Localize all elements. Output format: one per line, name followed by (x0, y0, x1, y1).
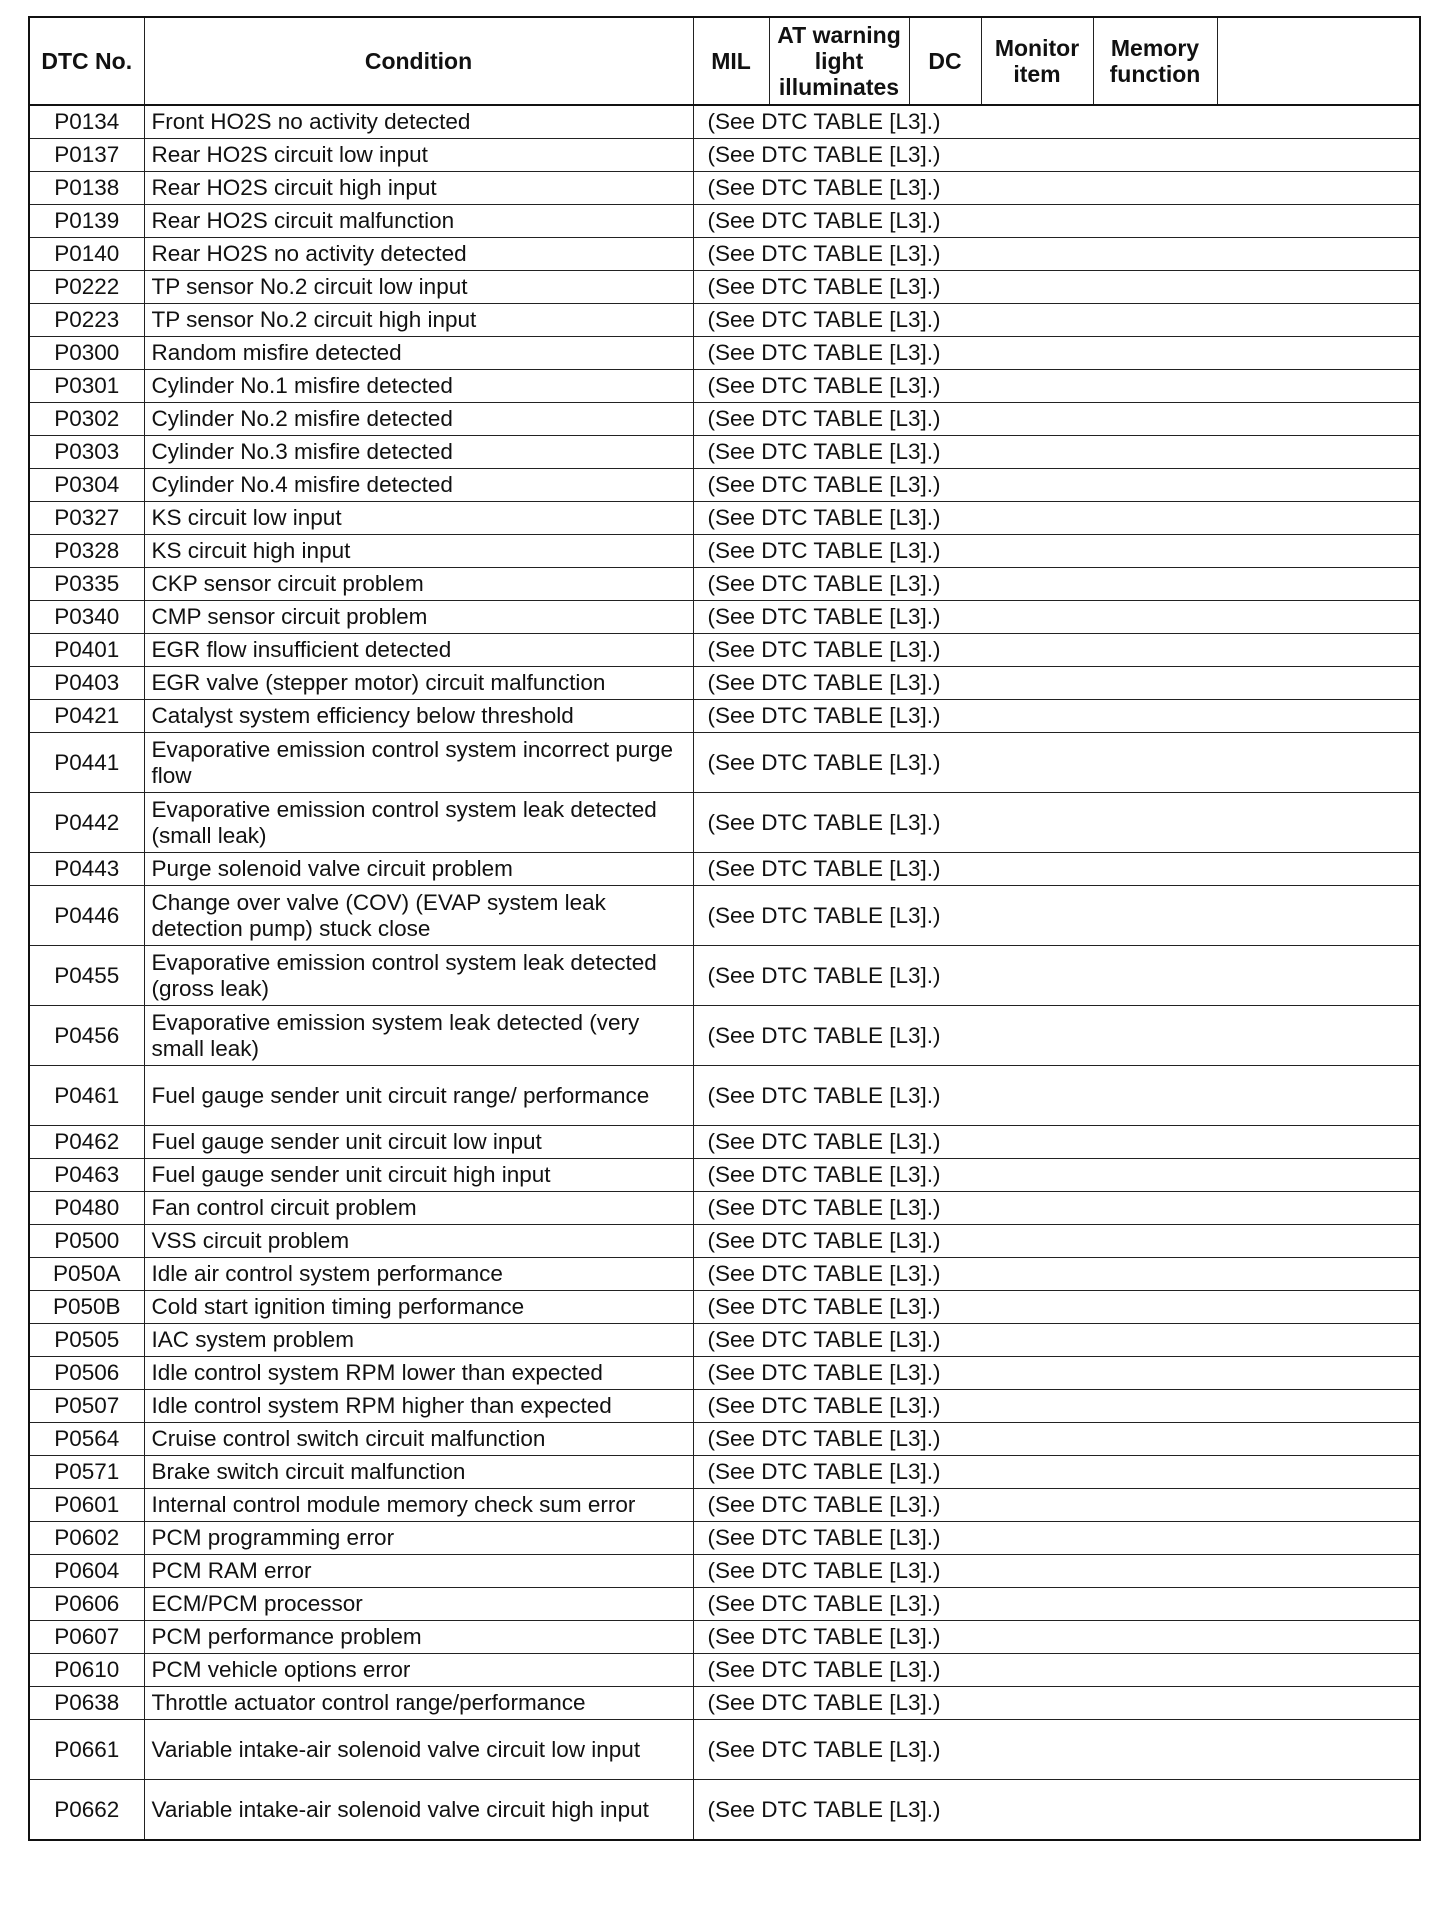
dtc-condition: Brake switch circuit malfunction (144, 1456, 693, 1489)
table-row (29, 337, 1420, 370)
table-row (29, 535, 1420, 568)
dtc-code: P0602 (29, 1522, 144, 1555)
table-row (29, 1621, 1420, 1654)
table-row (29, 304, 1420, 337)
header-condition: Condition (144, 17, 693, 105)
dtc-table-reference: (See DTC TABLE [L3].) (693, 1423, 1217, 1456)
dtc-table-reference: (See DTC TABLE [L3].) (693, 271, 1217, 304)
empty-cell (1217, 403, 1420, 436)
dtc-condition: Throttle actuator control range/performance (144, 1687, 693, 1720)
dtc-table-reference: (See DTC TABLE [L3].) (693, 1522, 1217, 1555)
table-row (29, 502, 1420, 535)
dtc-code: P0140 (29, 238, 144, 271)
dtc-condition: Purge solenoid valve circuit problem (144, 853, 693, 886)
dtc-table-reference: (See DTC TABLE [L3].) (693, 370, 1217, 403)
header-dc: DC (909, 17, 981, 105)
header-row (29, 17, 1420, 105)
header-dtc-no: DTC No. (29, 17, 144, 105)
dtc-table-reference: (See DTC TABLE [L3].) (693, 1687, 1217, 1720)
table-row (29, 403, 1420, 436)
dtc-condition: CKP sensor circuit problem (144, 568, 693, 601)
dtc-code: P0606 (29, 1588, 144, 1621)
dtc-code: P0506 (29, 1357, 144, 1390)
dtc-code: P0661 (29, 1720, 144, 1780)
dtc-table-reference: (See DTC TABLE [L3].) (693, 502, 1217, 535)
dtc-code: P0302 (29, 403, 144, 436)
table-row (29, 139, 1420, 172)
empty-cell (1217, 733, 1420, 793)
table-row (29, 1720, 1420, 1780)
empty-cell (1217, 667, 1420, 700)
table-row (29, 436, 1420, 469)
dtc-condition: KS circuit high input (144, 535, 693, 568)
dtc-code: P0335 (29, 568, 144, 601)
table-row (29, 1687, 1420, 1720)
empty-cell (1217, 1423, 1420, 1456)
dtc-table-reference: (See DTC TABLE [L3].) (693, 337, 1217, 370)
empty-cell (1217, 1390, 1420, 1423)
empty-cell (1217, 793, 1420, 853)
header-extra (1217, 17, 1420, 105)
table-row (29, 172, 1420, 205)
dtc-condition: Rear HO2S circuit low input (144, 139, 693, 172)
dtc-condition: Cruise control switch circuit malfunction (144, 1423, 693, 1456)
dtc-code: P0461 (29, 1066, 144, 1126)
dtc-condition: Cylinder No.1 misfire detected (144, 370, 693, 403)
dtc-condition: Cylinder No.2 misfire detected (144, 403, 693, 436)
dtc-condition: EGR flow insufficient detected (144, 634, 693, 667)
dtc-table-reference: (See DTC TABLE [L3].) (693, 535, 1217, 568)
empty-cell (1217, 1225, 1420, 1258)
empty-cell (1217, 1066, 1420, 1126)
empty-cell (1217, 568, 1420, 601)
dtc-table-page (28, 16, 1419, 1841)
dtc-condition: Internal control module memory check sum error (144, 1489, 693, 1522)
dtc-condition: Evaporative emission control system incorrect purge flow (144, 733, 693, 793)
dtc-table-reference: (See DTC TABLE [L3].) (693, 634, 1217, 667)
table-row (29, 238, 1420, 271)
empty-cell (1217, 337, 1420, 370)
dtc-code: P0441 (29, 733, 144, 793)
dtc-table-reference: (See DTC TABLE [L3].) (693, 205, 1217, 238)
dtc-code: P0610 (29, 1654, 144, 1687)
dtc-condition: Rear HO2S circuit malfunction (144, 205, 693, 238)
dtc-condition: Random misfire detected (144, 337, 693, 370)
table-row (29, 205, 1420, 238)
table-row (29, 1258, 1420, 1291)
table-row (29, 1066, 1420, 1126)
empty-cell (1217, 1159, 1420, 1192)
dtc-table-reference: (See DTC TABLE [L3].) (693, 1258, 1217, 1291)
empty-cell (1217, 1357, 1420, 1390)
empty-cell (1217, 370, 1420, 403)
empty-cell (1217, 271, 1420, 304)
dtc-table-reference: (See DTC TABLE [L3].) (693, 1126, 1217, 1159)
table-row (29, 1423, 1420, 1456)
dtc-condition: Front HO2S no activity detected (144, 105, 693, 139)
dtc-code: P0604 (29, 1555, 144, 1588)
empty-cell (1217, 1588, 1420, 1621)
dtc-code: P0223 (29, 304, 144, 337)
dtc-condition: CMP sensor circuit problem (144, 601, 693, 634)
dtc-table-reference: (See DTC TABLE [L3].) (693, 700, 1217, 733)
table-row (29, 1456, 1420, 1489)
dtc-table-reference: (See DTC TABLE [L3].) (693, 1588, 1217, 1621)
table-row (29, 667, 1420, 700)
dtc-table-reference: (See DTC TABLE [L3].) (693, 436, 1217, 469)
dtc-code: P0507 (29, 1390, 144, 1423)
dtc-condition: Cylinder No.3 misfire detected (144, 436, 693, 469)
table-row (29, 469, 1420, 502)
table-row (29, 1291, 1420, 1324)
dtc-condition: Fuel gauge sender unit circuit range/ performance (144, 1066, 693, 1126)
dtc-table-reference: (See DTC TABLE [L3].) (693, 886, 1217, 946)
table-row (29, 1489, 1420, 1522)
empty-cell (1217, 1324, 1420, 1357)
empty-cell (1217, 535, 1420, 568)
dtc-code: P0304 (29, 469, 144, 502)
empty-cell (1217, 1192, 1420, 1225)
table-row (29, 700, 1420, 733)
table-row (29, 1159, 1420, 1192)
dtc-table-reference: (See DTC TABLE [L3].) (693, 1654, 1217, 1687)
table-row (29, 634, 1420, 667)
dtc-code: P0139 (29, 205, 144, 238)
dtc-code: P0505 (29, 1324, 144, 1357)
table-row (29, 1225, 1420, 1258)
empty-cell (1217, 1621, 1420, 1654)
dtc-condition: VSS circuit problem (144, 1225, 693, 1258)
empty-cell (1217, 853, 1420, 886)
dtc-condition: Idle air control system performance (144, 1258, 693, 1291)
dtc-condition: Evaporative emission control system leak detected (gross leak) (144, 946, 693, 1006)
dtc-table-reference: (See DTC TABLE [L3].) (693, 1621, 1217, 1654)
table-row (29, 1390, 1420, 1423)
empty-cell (1217, 1258, 1420, 1291)
empty-cell (1217, 1126, 1420, 1159)
dtc-condition: TP sensor No.2 circuit high input (144, 304, 693, 337)
dtc-condition: Fuel gauge sender unit circuit high input (144, 1159, 693, 1192)
dtc-code: P0134 (29, 105, 144, 139)
table-row (29, 601, 1420, 634)
empty-cell (1217, 105, 1420, 139)
empty-cell (1217, 436, 1420, 469)
table-row (29, 271, 1420, 304)
dtc-condition: Rear HO2S circuit high input (144, 172, 693, 205)
table-row (29, 1006, 1420, 1066)
dtc-condition: PCM performance problem (144, 1621, 693, 1654)
dtc-table-reference: (See DTC TABLE [L3].) (693, 304, 1217, 337)
empty-cell (1217, 1720, 1420, 1780)
dtc-code: P0455 (29, 946, 144, 1006)
header-memory-function: Memory function (1093, 17, 1217, 105)
dtc-table-reference: (See DTC TABLE [L3].) (693, 733, 1217, 793)
empty-cell (1217, 502, 1420, 535)
table-row (29, 853, 1420, 886)
dtc-table-reference: (See DTC TABLE [L3].) (693, 469, 1217, 502)
table-row (29, 370, 1420, 403)
empty-cell (1217, 1489, 1420, 1522)
empty-cell (1217, 469, 1420, 502)
empty-cell (1217, 1780, 1420, 1841)
dtc-table-reference: (See DTC TABLE [L3].) (693, 1192, 1217, 1225)
dtc-condition: Rear HO2S no activity detected (144, 238, 693, 271)
dtc-condition: Evaporative emission control system leak detected (small leak) (144, 793, 693, 853)
dtc-code: P0442 (29, 793, 144, 853)
dtc-table-reference: (See DTC TABLE [L3].) (693, 853, 1217, 886)
table-row (29, 105, 1420, 139)
dtc-code: P0607 (29, 1621, 144, 1654)
dtc-condition: Evaporative emission system leak detected (very small leak) (144, 1006, 693, 1066)
empty-cell (1217, 1456, 1420, 1489)
dtc-table-reference: (See DTC TABLE [L3].) (693, 793, 1217, 853)
dtc-table-reference: (See DTC TABLE [L3].) (693, 1357, 1217, 1390)
empty-cell (1217, 172, 1420, 205)
dtc-table-reference: (See DTC TABLE [L3].) (693, 1006, 1217, 1066)
dtc-table-body (29, 105, 1420, 1840)
dtc-code: P0327 (29, 502, 144, 535)
table-row (29, 1588, 1420, 1621)
dtc-table-reference: (See DTC TABLE [L3].) (693, 1780, 1217, 1841)
dtc-code: P050B (29, 1291, 144, 1324)
table-row (29, 1324, 1420, 1357)
dtc-code: P0222 (29, 271, 144, 304)
dtc-table (28, 16, 1421, 1841)
dtc-condition: Cold start ignition timing performance (144, 1291, 693, 1324)
dtc-code: P0300 (29, 337, 144, 370)
table-row (29, 733, 1420, 793)
dtc-code: P0303 (29, 436, 144, 469)
empty-cell (1217, 634, 1420, 667)
dtc-condition: IAC system problem (144, 1324, 693, 1357)
empty-cell (1217, 700, 1420, 733)
dtc-condition: ECM/PCM processor (144, 1588, 693, 1621)
empty-cell (1217, 1555, 1420, 1588)
dtc-table-reference: (See DTC TABLE [L3].) (693, 1159, 1217, 1192)
dtc-code: P0301 (29, 370, 144, 403)
dtc-table-reference: (See DTC TABLE [L3].) (693, 946, 1217, 1006)
table-row (29, 1357, 1420, 1390)
dtc-condition: EGR valve (stepper motor) circuit malfunction (144, 667, 693, 700)
dtc-condition: Change over valve (COV) (EVAP system leak detection pump) stuck close (144, 886, 693, 946)
dtc-condition: PCM programming error (144, 1522, 693, 1555)
dtc-code: P0403 (29, 667, 144, 700)
dtc-condition: Variable intake-air solenoid valve circuit low input (144, 1720, 693, 1780)
dtc-table-reference: (See DTC TABLE [L3].) (693, 1066, 1217, 1126)
empty-cell (1217, 1522, 1420, 1555)
dtc-code: P0456 (29, 1006, 144, 1066)
empty-cell (1217, 1291, 1420, 1324)
dtc-table-header (29, 17, 1420, 105)
header-mil: MIL (693, 17, 769, 105)
empty-cell (1217, 304, 1420, 337)
dtc-condition: Fuel gauge sender unit circuit low input (144, 1126, 693, 1159)
dtc-table-reference: (See DTC TABLE [L3].) (693, 172, 1217, 205)
dtc-condition: PCM vehicle options error (144, 1654, 693, 1687)
empty-cell (1217, 238, 1420, 271)
table-row (29, 1126, 1420, 1159)
dtc-code: P0462 (29, 1126, 144, 1159)
dtc-code: P0421 (29, 700, 144, 733)
dtc-code: P0401 (29, 634, 144, 667)
dtc-table-reference: (See DTC TABLE [L3].) (693, 1555, 1217, 1588)
dtc-table-reference: (See DTC TABLE [L3].) (693, 1720, 1217, 1780)
empty-cell (1217, 205, 1420, 238)
dtc-condition: KS circuit low input (144, 502, 693, 535)
dtc-table-reference: (See DTC TABLE [L3].) (693, 105, 1217, 139)
header-monitor-item: Monitor item (981, 17, 1093, 105)
empty-cell (1217, 946, 1420, 1006)
table-row (29, 793, 1420, 853)
dtc-condition: Catalyst system efficiency below threshold (144, 700, 693, 733)
table-row (29, 1192, 1420, 1225)
dtc-condition: PCM RAM error (144, 1555, 693, 1588)
header-at-warning-light: AT warning light illuminates (769, 17, 909, 105)
dtc-code: P0138 (29, 172, 144, 205)
dtc-code: P0662 (29, 1780, 144, 1841)
dtc-code: P0500 (29, 1225, 144, 1258)
table-row (29, 1522, 1420, 1555)
dtc-table-reference: (See DTC TABLE [L3].) (693, 1489, 1217, 1522)
dtc-code: P0480 (29, 1192, 144, 1225)
dtc-code: P0564 (29, 1423, 144, 1456)
empty-cell (1217, 886, 1420, 946)
dtc-condition: Variable intake-air solenoid valve circuit high input (144, 1780, 693, 1841)
dtc-table-reference: (See DTC TABLE [L3].) (693, 601, 1217, 634)
empty-cell (1217, 1687, 1420, 1720)
dtc-table-reference: (See DTC TABLE [L3].) (693, 403, 1217, 436)
dtc-code: P0443 (29, 853, 144, 886)
empty-cell (1217, 1006, 1420, 1066)
dtc-code: P050A (29, 1258, 144, 1291)
dtc-condition: Cylinder No.4 misfire detected (144, 469, 693, 502)
dtc-table-reference: (See DTC TABLE [L3].) (693, 1291, 1217, 1324)
empty-cell (1217, 601, 1420, 634)
dtc-code: P0571 (29, 1456, 144, 1489)
table-row (29, 568, 1420, 601)
dtc-code: P0137 (29, 139, 144, 172)
dtc-condition: TP sensor No.2 circuit low input (144, 271, 693, 304)
dtc-condition: Fan control circuit problem (144, 1192, 693, 1225)
dtc-table-reference: (See DTC TABLE [L3].) (693, 1324, 1217, 1357)
dtc-code: P0328 (29, 535, 144, 568)
table-row (29, 1555, 1420, 1588)
dtc-table-reference: (See DTC TABLE [L3].) (693, 238, 1217, 271)
dtc-table-reference: (See DTC TABLE [L3].) (693, 667, 1217, 700)
dtc-table-reference: (See DTC TABLE [L3].) (693, 139, 1217, 172)
table-row (29, 886, 1420, 946)
dtc-table-reference: (See DTC TABLE [L3].) (693, 1390, 1217, 1423)
empty-cell (1217, 1654, 1420, 1687)
table-row (29, 1654, 1420, 1687)
dtc-condition: Idle control system RPM higher than expected (144, 1390, 693, 1423)
dtc-code: P0340 (29, 601, 144, 634)
dtc-code: P0601 (29, 1489, 144, 1522)
empty-cell (1217, 139, 1420, 172)
table-row (29, 1780, 1420, 1841)
dtc-table-reference: (See DTC TABLE [L3].) (693, 1225, 1217, 1258)
dtc-table-reference: (See DTC TABLE [L3].) (693, 1456, 1217, 1489)
dtc-table-reference: (See DTC TABLE [L3].) (693, 568, 1217, 601)
dtc-code: P0638 (29, 1687, 144, 1720)
dtc-code: P0463 (29, 1159, 144, 1192)
dtc-condition: Idle control system RPM lower than expected (144, 1357, 693, 1390)
table-row (29, 946, 1420, 1006)
dtc-code: P0446 (29, 886, 144, 946)
